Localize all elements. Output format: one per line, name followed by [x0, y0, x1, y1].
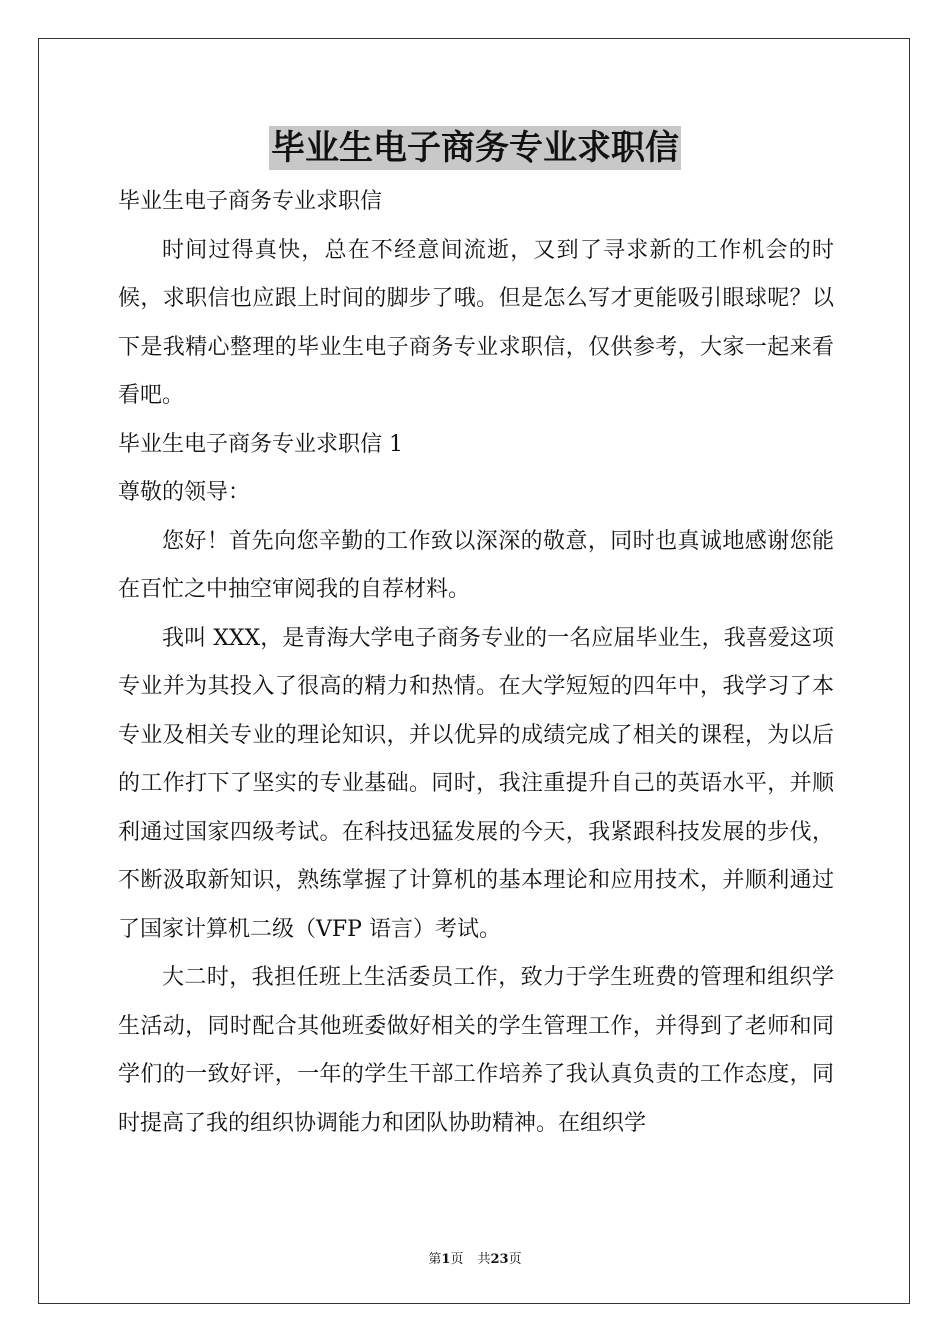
total-suffix: 页 [508, 1252, 522, 1267]
page-total: 23 [490, 1252, 509, 1267]
body-paragraph: 我叫 XXX，是青海大学电子商务专业的一名应届毕业生，我喜爱这项专业并为其投入了很高的精力和热情。在大学短短的四年中，我学习了本专业及相关专业的理论知识，并以优异的成绩完成了相关的课程，为以后的工作打下了坚实的专业基础。同时，我注重提升自己的英语水平，并顺利通过国家四级考试。在科技迅猛发展的今天，我紧跟科技发展的步伐，不断汲取新知识，熟练掌握了计算机的基本理论和应用技术，并顺利通过了国家计算机二级（VFP 语言）考试。 [118, 625, 834, 942]
body-paragraph: 时间过得真快，总在不经意间流逝，又到了寻求新的工作机会的时候，求职信也应跟上时间的脚步了哦。但是怎么写才更能吸引眼球呢？以下是我精心整理的毕业生电子商务专业求职信，仅供参考，大家一起来看看吧。 [118, 237, 834, 408]
total-prefix: 共 [477, 1252, 491, 1267]
document-title: 毕业生电子商务专业求职信 [271, 128, 679, 168]
body-paragraph: 毕业生电子商务专业求职信 [118, 189, 383, 214]
body-paragraph: 毕业生电子商务专业求职信 1 [118, 431, 403, 457]
page-suffix: 页 [450, 1252, 464, 1267]
body-paragraph: 尊敬的领导： [118, 480, 251, 505]
body-paragraph: 您好！首先向您辛勤的工作致以深深的敬意，同时也真诚地感谢您能在百忙之中抽空审阅我的自荐材料。 [118, 528, 834, 602]
document-body [118, 178, 834, 1148]
page-prefix: 第 [428, 1252, 442, 1267]
page-footer [0, 1248, 950, 1267]
page-current: 1 [441, 1252, 451, 1267]
title-container [0, 126, 950, 170]
body-paragraph: 大二时，我担任班上生活委员工作，致力于学生班费的管理和组织学生活动，同时配合其他班委做好相关的学生管理工作，并得到了老师和同学们的一致好评，一年的学生干部工作培养了我认真负责的工作态度，同时提高了我的组织协调能力和团队协助精神。在组织学 [118, 965, 834, 1136]
